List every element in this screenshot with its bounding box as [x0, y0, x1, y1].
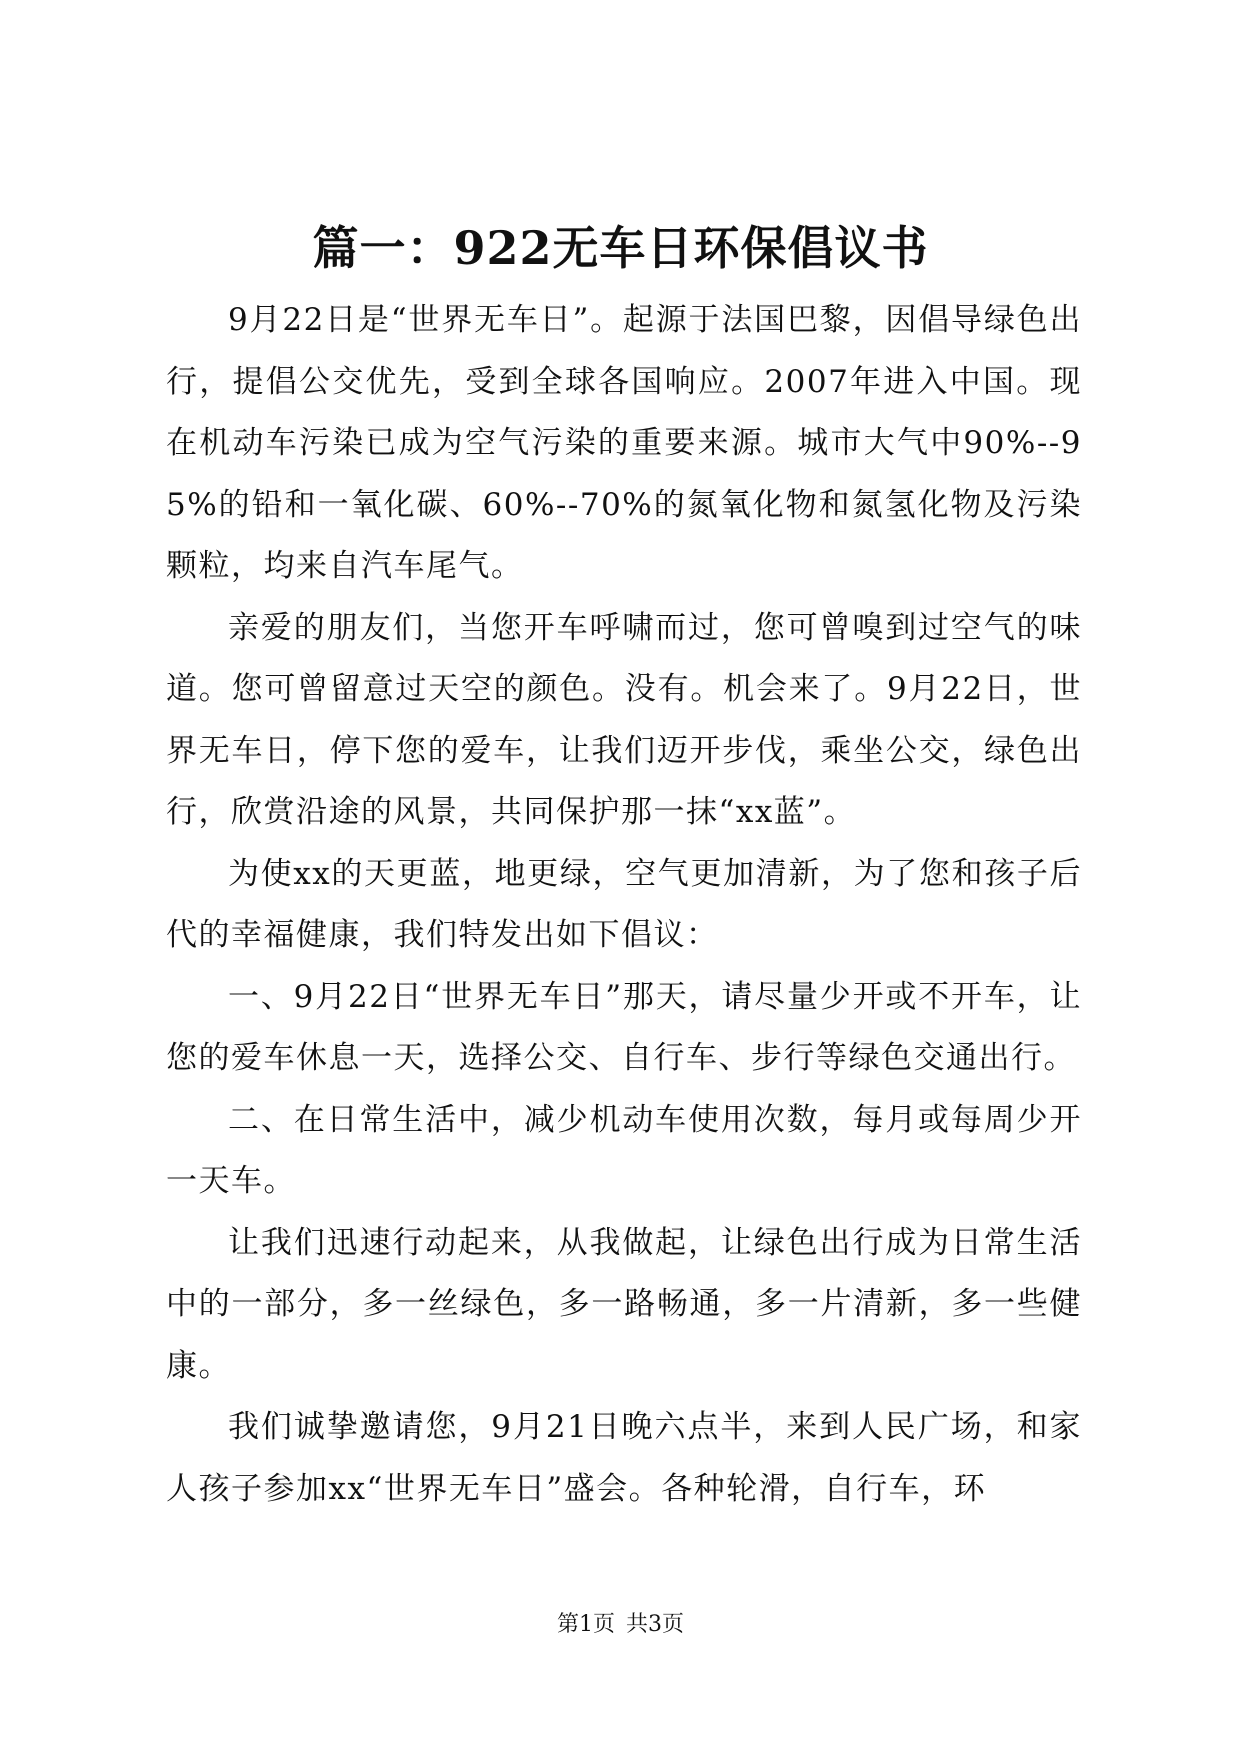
- paragraph-call-to-action: 让我们迅速行动起来，从我做起，让绿色出行成为日常生活中的一部分，多一丝绿色，多一路畅通，多一片清新，多一些健康。: [166, 1224, 1082, 1384]
- page-footer: [0, 1610, 1241, 1640]
- document-title: 篇一：922无车日环保倡议书: [312, 221, 929, 275]
- page-number: 第1页: [557, 1612, 615, 1637]
- paragraph-friends: 亲爱的朋友们，当您开车呼啸而过，您可曾嗅到过空气的味道。您可曾留意过天空的颜色。没有。机会来了。9月22日，世界无车日，停下您的爱车，让我们迈开步伐，乘坐公交，绿色出行，欣赏沿途的风景，共同保护那一抹“xx蓝”。: [166, 609, 1082, 830]
- paragraph-purpose: 为使xx的天更蓝，地更绿，空气更加清新，为了您和孩子后代的幸福健康，我们特发出如下倡议：: [166, 855, 1082, 953]
- paragraph-proposal-one: 一、9月22日“世界无车日”那天，请尽量少开或不开车，让您的爱车休息一天，选择公交、自行车、步行等绿色交通出行。: [166, 978, 1082, 1076]
- paragraph-proposal-two: 二、在日常生活中，减少机动车使用次数，每月或每周少开一天车。: [166, 1101, 1082, 1199]
- document-body: [166, 290, 1082, 1520]
- paragraph-intro: 9月22日是“世界无车日”。起源于法国巴黎，因倡导绿色出行，提倡公交优先，受到全球各国响应。2007年进入中国。现在机动车污染已成为空气污染的重要来源。城市大气中90%--95%的铅和一氧化碳、60%--70%的氮氧化物和氮氢化物及污染颗粒，均来自汽车尾气。: [166, 302, 1082, 584]
- paragraph-invitation: 我们诚挚邀请您，9月21日晚六点半，来到人民广场，和家人孩子参加xx“世界无车日”盛会。各种轮滑，自行车，环: [166, 1409, 1082, 1507]
- page-total: 共3页: [626, 1612, 684, 1637]
